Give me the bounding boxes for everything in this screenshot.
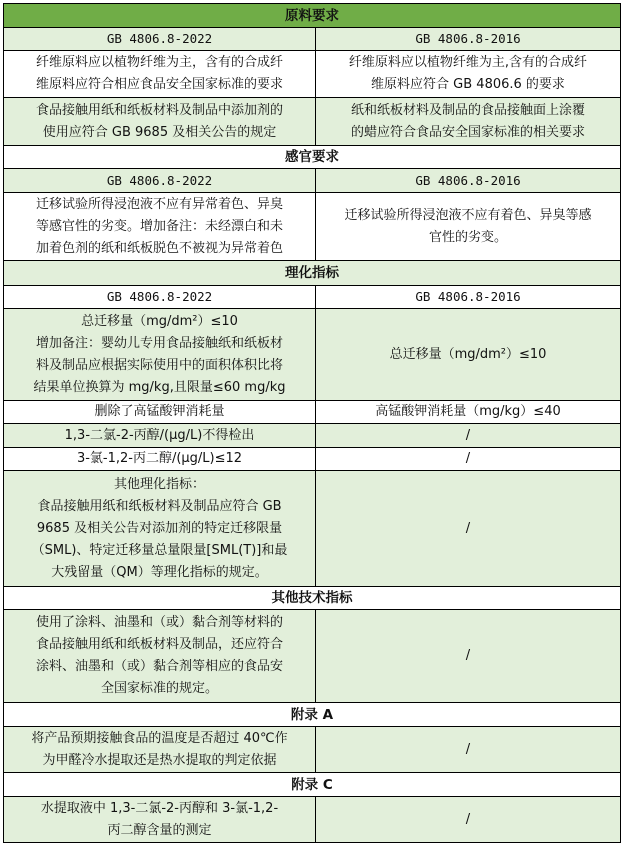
cell-line: 使用了涂料、油墨和（或）黏合剂等材料的 bbox=[35, 615, 283, 630]
cell-line: 涂料、油墨和（或）黏合剂等相应的食品安 bbox=[35, 659, 283, 674]
section-row-appendix-c bbox=[4, 773, 621, 797]
cell-2016 bbox=[316, 424, 621, 448]
table-row bbox=[4, 401, 621, 424]
cell-2016 bbox=[316, 610, 621, 703]
cell-line: / bbox=[465, 741, 471, 757]
header-row-sensory bbox=[4, 169, 621, 193]
column-header-2016: GB 4806.8-2016 bbox=[316, 28, 621, 51]
cell-2022 bbox=[4, 309, 316, 401]
table-row bbox=[4, 448, 621, 471]
cell-2016 bbox=[316, 98, 621, 146]
cell-2022 bbox=[4, 51, 316, 98]
cell-line: 将产品预期接触食品的温度是否超过 40℃作 bbox=[31, 730, 288, 746]
section-title-appendix-a: 附录 A bbox=[4, 703, 621, 727]
cell-line: 迁移试验所得浸泡液不应有着色、异臭等感 bbox=[344, 207, 592, 223]
cell-2022 bbox=[4, 424, 316, 448]
cell-line: 1,3-二氯-2-丙醇/(μg/L)不得检出 bbox=[64, 427, 255, 443]
column-header-2022: GB 4806.8-2022 bbox=[4, 28, 316, 51]
cell-2022 bbox=[4, 98, 316, 146]
cell-line: / bbox=[465, 520, 471, 536]
cell-line: 食品接触用纸和纸板材料及制品应符合 GB bbox=[37, 498, 282, 514]
header-row-raw-materials bbox=[4, 28, 621, 51]
table-row bbox=[4, 727, 621, 773]
cell-line: 总迁移量（mg/dm²）≤10 bbox=[389, 346, 547, 362]
cell-line: 纸和纸板材料及制品的食品接触面上涂覆 bbox=[350, 102, 585, 118]
cell-line: 为甲醛冷水提取还是热水提取的判定依据 bbox=[42, 752, 277, 768]
cell-line: 官性的劣变。 bbox=[428, 229, 507, 245]
cell-line: 使用应符合 GB 9685 及相关公告的规定 bbox=[42, 124, 277, 140]
section-row-sensory bbox=[4, 146, 621, 169]
cell-line: 的蜡应符合食品安全国家标准的相关要求 bbox=[350, 124, 585, 140]
cell-line: 食品接触用纸和纸板材料及制品，还应符合 bbox=[35, 637, 283, 652]
cell-line: 纤维原料应以植物纤维为主，含有的合成纤 bbox=[35, 55, 283, 70]
table-row bbox=[4, 471, 621, 587]
table-row bbox=[4, 309, 621, 401]
cell-2016 bbox=[316, 448, 621, 471]
cell-line: / bbox=[465, 811, 471, 827]
cell-line: 维原料应符合 GB 4806.6 的要求 bbox=[371, 77, 565, 92]
section-title-sensory: 感官要求 bbox=[4, 146, 621, 169]
table-row bbox=[4, 193, 621, 261]
table-row bbox=[4, 98, 621, 146]
cell-line: 结果单位换算为 mg/kg,且限量≤60 mg/kg bbox=[33, 379, 286, 395]
cell-line: 大残留量（QM）等理化指标的规定。 bbox=[51, 564, 268, 580]
cell-line: / bbox=[465, 648, 471, 663]
cell-2022 bbox=[4, 471, 316, 587]
cell-2016 bbox=[316, 51, 621, 98]
table-row bbox=[4, 610, 621, 703]
cell-line: / bbox=[465, 427, 471, 443]
cell-2016 bbox=[316, 309, 621, 401]
cell-2022 bbox=[4, 401, 316, 424]
cell-line: 等感官性的劣变。增加备注：未经漂白和未 bbox=[35, 218, 283, 234]
section-row-physicochemical bbox=[4, 261, 621, 286]
cell-line: （SML)、特定迁移量总量限量[SML(T)]和最 bbox=[31, 542, 288, 558]
cell-line: 总迁移量（mg/dm²）≤10 bbox=[81, 313, 238, 329]
cell-line: 全国家标准的规定。 bbox=[100, 681, 218, 696]
section-row-raw-materials bbox=[4, 4, 621, 28]
cell-2022 bbox=[4, 448, 316, 471]
column-header-2022: GB 4806.8-2022 bbox=[4, 286, 316, 309]
cell-line: 维原料应符合相应食品安全国家标准的要求 bbox=[35, 77, 283, 92]
cell-line: 加着色剂的纸和纸板脱色不被视为异常着色 bbox=[35, 240, 283, 256]
header-row-physicochemical bbox=[4, 286, 621, 309]
cell-2016 bbox=[316, 471, 621, 587]
cell-line: / bbox=[465, 451, 471, 466]
cell-2022 bbox=[4, 193, 316, 261]
cell-line: 增加备注：婴幼儿专用食品接触纸和纸板材 bbox=[35, 335, 283, 351]
section-row-appendix-a bbox=[4, 703, 621, 727]
cell-2022 bbox=[4, 797, 316, 843]
table-row bbox=[4, 424, 621, 448]
section-title-physicochemical: 理化指标 bbox=[4, 261, 621, 286]
cell-line: 纤维原料应以植物纤维为主,含有的合成纤 bbox=[348, 55, 588, 70]
cell-line: 迁移试验所得浸泡液不应有异常着色、异臭 bbox=[35, 196, 283, 212]
comparison-table-container bbox=[3, 3, 621, 843]
section-title-raw-materials: 原料要求 bbox=[4, 4, 621, 28]
section-row-other-technical bbox=[4, 587, 621, 610]
cell-line: 丙二醇含量的测定 bbox=[107, 822, 212, 838]
cell-line: 料及制品应根据实际使用中的面积体积比将 bbox=[35, 357, 283, 373]
cell-2022 bbox=[4, 727, 316, 773]
cell-2016 bbox=[316, 401, 621, 424]
section-title-other-technical: 其他技术指标 bbox=[4, 587, 621, 610]
cell-2016 bbox=[316, 727, 621, 773]
column-header-2022: GB 4806.8-2022 bbox=[4, 169, 316, 193]
table-row bbox=[4, 797, 621, 843]
section-title-appendix-c: 附录 C bbox=[4, 773, 621, 797]
column-header-2016: GB 4806.8-2016 bbox=[316, 169, 621, 193]
cell-line: 9685 及相关公告对添加剂的特定迁移限量 bbox=[36, 520, 283, 536]
cell-line: 其他理化指标： bbox=[113, 476, 205, 492]
cell-line: 高锰酸钾消耗量（mg/kg）≤40 bbox=[375, 404, 561, 419]
cell-2022 bbox=[4, 610, 316, 703]
cell-line: 食品接触用纸和纸板材料及制品中添加剂的 bbox=[35, 102, 283, 118]
cell-2016 bbox=[316, 797, 621, 843]
cell-2016 bbox=[316, 193, 621, 261]
cell-line: 3-氯-1,2-丙二醇/(μg/L)≤12 bbox=[76, 451, 243, 466]
table-row bbox=[4, 51, 621, 98]
column-header-2016: GB 4806.8-2016 bbox=[316, 286, 621, 309]
cell-line: 水提取液中 1,3-二氯-2-丙醇和 3-氯-1,2- bbox=[40, 800, 279, 816]
standards-comparison-table bbox=[3, 3, 621, 843]
cell-line: 删除了高锰酸钾消耗量 bbox=[94, 404, 225, 419]
